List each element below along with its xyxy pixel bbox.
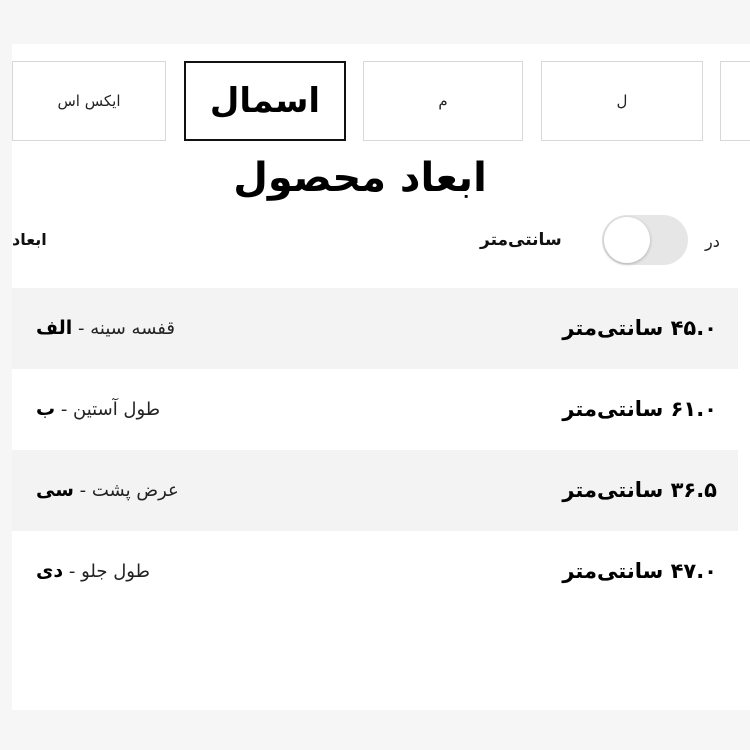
measurement-value: ۴۷.۰ سانتی‌متر	[562, 559, 717, 583]
size-tab-label: ل	[616, 92, 628, 110]
bottom-background-strip	[0, 710, 750, 750]
measurement-letter: ب	[36, 398, 56, 420]
size-tab-overflow[interactable]	[720, 61, 750, 141]
top-background-strip	[0, 0, 750, 44]
measurement-sep: -	[72, 318, 91, 339]
unit-label: سانتی‌متر	[480, 230, 562, 250]
measurement-letter: دی	[36, 560, 64, 582]
size-tab-label: اسمال	[209, 81, 321, 121]
measurement-value: ۳۶.۵ سانتی‌متر	[562, 478, 717, 502]
unit-toggle[interactable]	[602, 215, 688, 265]
measurement-sep: -	[63, 561, 82, 582]
measurement-label	[36, 531, 150, 612]
measurement-letter: الف	[36, 317, 73, 339]
table-row	[12, 288, 738, 369]
size-tab-l[interactable]	[541, 61, 703, 141]
table-row	[12, 369, 738, 450]
measurement-name: طول جلو	[81, 561, 150, 582]
size-tab-small[interactable]	[184, 61, 346, 141]
table-row	[12, 450, 738, 531]
measurement-label	[36, 450, 179, 531]
measurement-name: عرض پشت	[91, 480, 179, 501]
toggle-knob	[604, 217, 650, 263]
measurement-label	[36, 369, 160, 450]
unit-prefix-label: در	[705, 232, 720, 251]
measurement-letter: سی	[36, 479, 74, 501]
size-tab-label: م	[438, 92, 448, 110]
page-title: ابعاد محصول	[233, 155, 487, 201]
measurement-label	[36, 288, 175, 369]
measurement-value: ۴۵.۰ سانتی‌متر	[562, 316, 717, 340]
measurement-sep: -	[73, 480, 92, 501]
left-gutter	[0, 0, 12, 750]
measurement-value: ۶۱.۰ سانتی‌متر	[562, 397, 717, 421]
measurement-name: طول آستین	[73, 399, 161, 420]
measurement-name: قفسه سینه	[90, 318, 175, 339]
size-tab-m[interactable]	[363, 61, 523, 141]
size-tab-label: ایکس اس	[57, 92, 121, 110]
dimensions-label: ابعاد	[12, 230, 47, 249]
size-tab-xs[interactable]	[12, 61, 166, 141]
measurement-sep: -	[55, 399, 74, 420]
table-row	[12, 531, 738, 612]
